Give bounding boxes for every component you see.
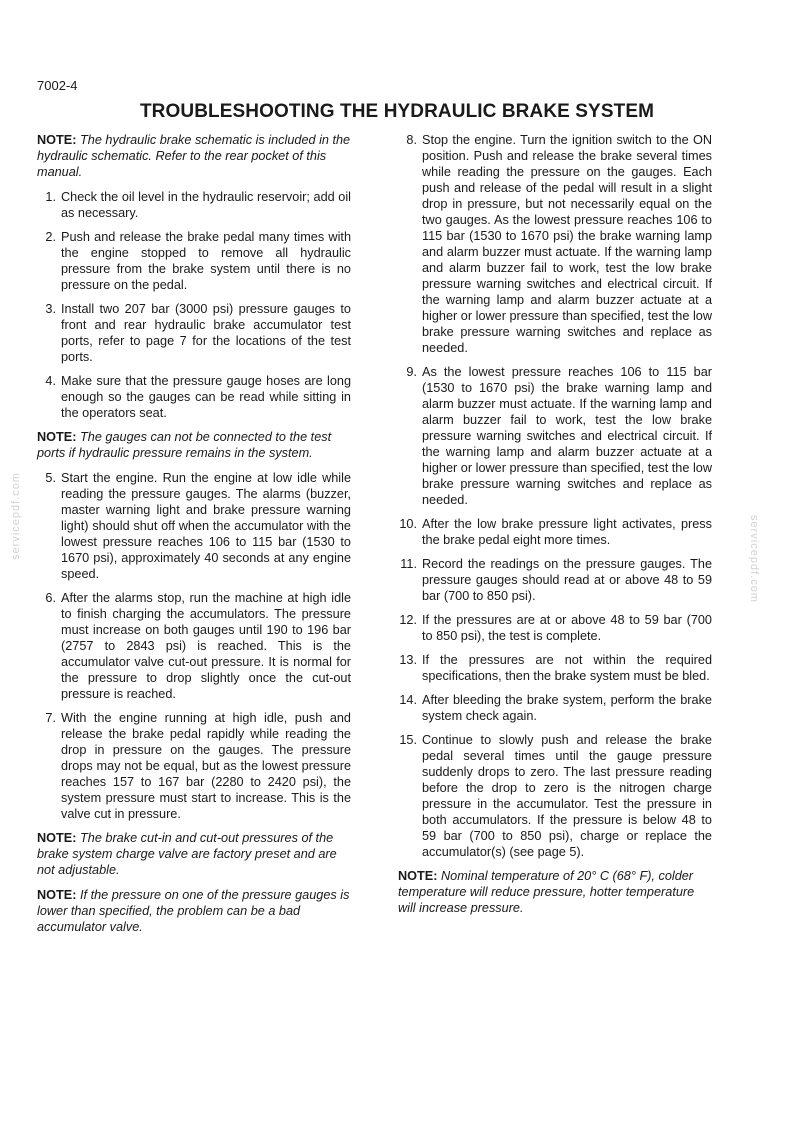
step-text: After the alarms stop, run the machine at high idle to finish charging the accumulators. The pressure must increase on both gauges until 190 to 196 bar (2757 to 2843 psi) is reached. This is the accumulator valve cut-out pressure. It is normal for the pressure to drop slightly once the cut-out pressure is reached. (61, 591, 351, 701)
step-number: 9. (406, 365, 417, 379)
note-nominal-temperature (398, 868, 712, 916)
step-text: Install two 207 bar (3000 psi) pressure gauges to front and rear hydraulic brake accumulator test ports, refer to page 7 for the locations of the test ports. (61, 302, 351, 364)
note-text: The hydraulic brake schematic is included in the hydraulic schematic. Refer to the rear pocket of this manual. (37, 133, 351, 179)
step-number: 7. (45, 711, 56, 725)
note-text: If the pressure on one of the pressure gauges is lower than specified, the problem can be a bad accumulator valve. (37, 888, 350, 934)
step-text: After the low brake pressure light activates, press the brake pedal eight more times. (422, 517, 712, 547)
step-text: Continue to slowly push and release the brake pedal several times until the gauge pressure suddenly drops to zero. The last pressure reading before the drop to zero is the nitrogen charge pressure in the accumulator. Test the pressure in both accumulators. If the pressure is below 48 to 59 bar (700 to 850 psi), charge or replace the accumulator(s) (see page 5). (422, 733, 712, 859)
step-number: 3. (45, 302, 56, 316)
note-gauges (37, 429, 351, 461)
note-label: NOTE: (398, 869, 438, 883)
step-13 (398, 652, 712, 684)
step-text: As the lowest pressure reaches 106 to 115 bar (1530 to 1670 psi) the brake warning lamp and alarm buzzer must actuate. If the warning lamp and alarm buzzer fail to work, test the low brake pressure warning switches and electrical circuit. If the warning lamp and alarm buzzer actuate at a higher or lower pressure than specified, test the low brake pressure warning switches and replace as needed. (422, 365, 712, 507)
left-column (37, 132, 351, 944)
step-text: Start the engine. Run the engine at low idle while reading the pressure gauges. The alarms (buzzer, master warning light and brake pressure warning light) should shut off when the accumulator with the lowest pressure reaches 106 to 115 bar (1530 to 1670 psi), approximately 40 seconds at any engine speed. (61, 471, 351, 581)
note-factory-preset (37, 830, 351, 878)
note-bad-accumulator (37, 887, 351, 935)
step-4 (37, 373, 351, 421)
note-label: NOTE: (37, 888, 77, 902)
page-title: TROUBLESHOOTING THE HYDRAULIC BRAKE SYSTEM (139, 101, 655, 122)
step-number: 12. (399, 613, 417, 627)
step-7 (37, 710, 351, 822)
step-10 (398, 516, 712, 548)
step-number: 15. (399, 733, 417, 747)
page-number: 7002-4 (37, 78, 78, 93)
step-number: 2. (45, 230, 56, 244)
step-number: 10. (399, 517, 417, 531)
note-label: NOTE: (37, 133, 77, 147)
steps-list-5-7 (37, 470, 351, 822)
steps-list-8-15 (398, 132, 712, 860)
note-text: The brake cut-in and cut-out pressures of the brake system charge valve are factory preset and are not adjustable. (37, 831, 337, 877)
step-number: 4. (45, 374, 56, 388)
note-text: Nominal temperature of 20° C (68° F), colder temperature will reduce pressure, hotter temperature will increase pressure. (398, 869, 695, 915)
step-11 (398, 556, 712, 604)
step-number: 13. (399, 653, 417, 667)
watermark-right: servicepdf.com (748, 515, 760, 603)
watermark-left: servicepdf.com (10, 472, 22, 560)
step-text: Push and release the brake pedal many times with the engine stopped to remove all hydraulic pressure from the brake system until there is no pressure on the pedal. (61, 230, 351, 292)
note-label: NOTE: (37, 831, 77, 845)
step-2 (37, 229, 351, 293)
step-text: After bleeding the brake system, perform the brake system check again. (422, 693, 712, 723)
step-6 (37, 590, 351, 702)
note-label: NOTE: (37, 430, 77, 444)
step-text: Stop the engine. Turn the ignition switch to the ON position. Push and release the brake several times while reading the pressure on the gauges. Each push and release of the pedal will result in a slight drop in pressure, but not necessarily equal on the two gauges. As the lowest pressure reaches 106 to 115 bar (1530 to 1670 psi) the brake warning lamp and alarm buzzer must actuate. If the warning lamp and alarm buzzer fail to work, test the low brake pressure warning switches and electrical circuit. If the warning lamp and alarm buzzer actuate at a higher or lower pressure than specified, test the low brake pressure warning switches and replace as needed. (422, 133, 712, 355)
step-12 (398, 612, 712, 644)
step-text: If the pressures are at or above 48 to 59 bar (700 to 850 psi), the test is complete. (422, 613, 712, 643)
note-schematic (37, 132, 351, 180)
step-text: Make sure that the pressure gauge hoses are long enough so the gauges can be read while sitting in the operators seat. (61, 374, 351, 420)
step-15 (398, 732, 712, 860)
step-1 (37, 189, 351, 221)
step-number: 8. (406, 133, 417, 147)
step-14 (398, 692, 712, 724)
step-text: With the engine running at high idle, push and release the brake pedal rapidly while reading the drop in pressure on the gauges. The pressure drops may not be equal, but as the lowest pressure reaches 157 to 167 bar (2280 to 2420 psi), the system pressure must start to increase. This is the valve cut in pressure. (61, 711, 351, 821)
steps-list-1-4 (37, 189, 351, 421)
step-5 (37, 470, 351, 582)
step-8 (398, 132, 712, 356)
step-text: Check the oil level in the hydraulic reservoir; add oil as necessary. (61, 190, 351, 220)
step-text: Record the readings on the pressure gauges. The pressure gauges should read at or above 48 to 59 bar (700 to 850 psi). (422, 557, 712, 603)
step-number: 5. (45, 471, 56, 485)
note-text: The gauges can not be connected to the test ports if hydraulic pressure remains in the system. (37, 430, 332, 460)
step-number: 14. (399, 693, 417, 707)
step-3 (37, 301, 351, 365)
step-number: 11. (400, 557, 417, 571)
step-text: If the pressures are not within the required specifications, then the brake system must be bled. (422, 653, 712, 683)
right-column (398, 132, 712, 925)
step-number: 1. (45, 190, 56, 204)
step-number: 6. (45, 591, 56, 605)
step-9 (398, 364, 712, 508)
